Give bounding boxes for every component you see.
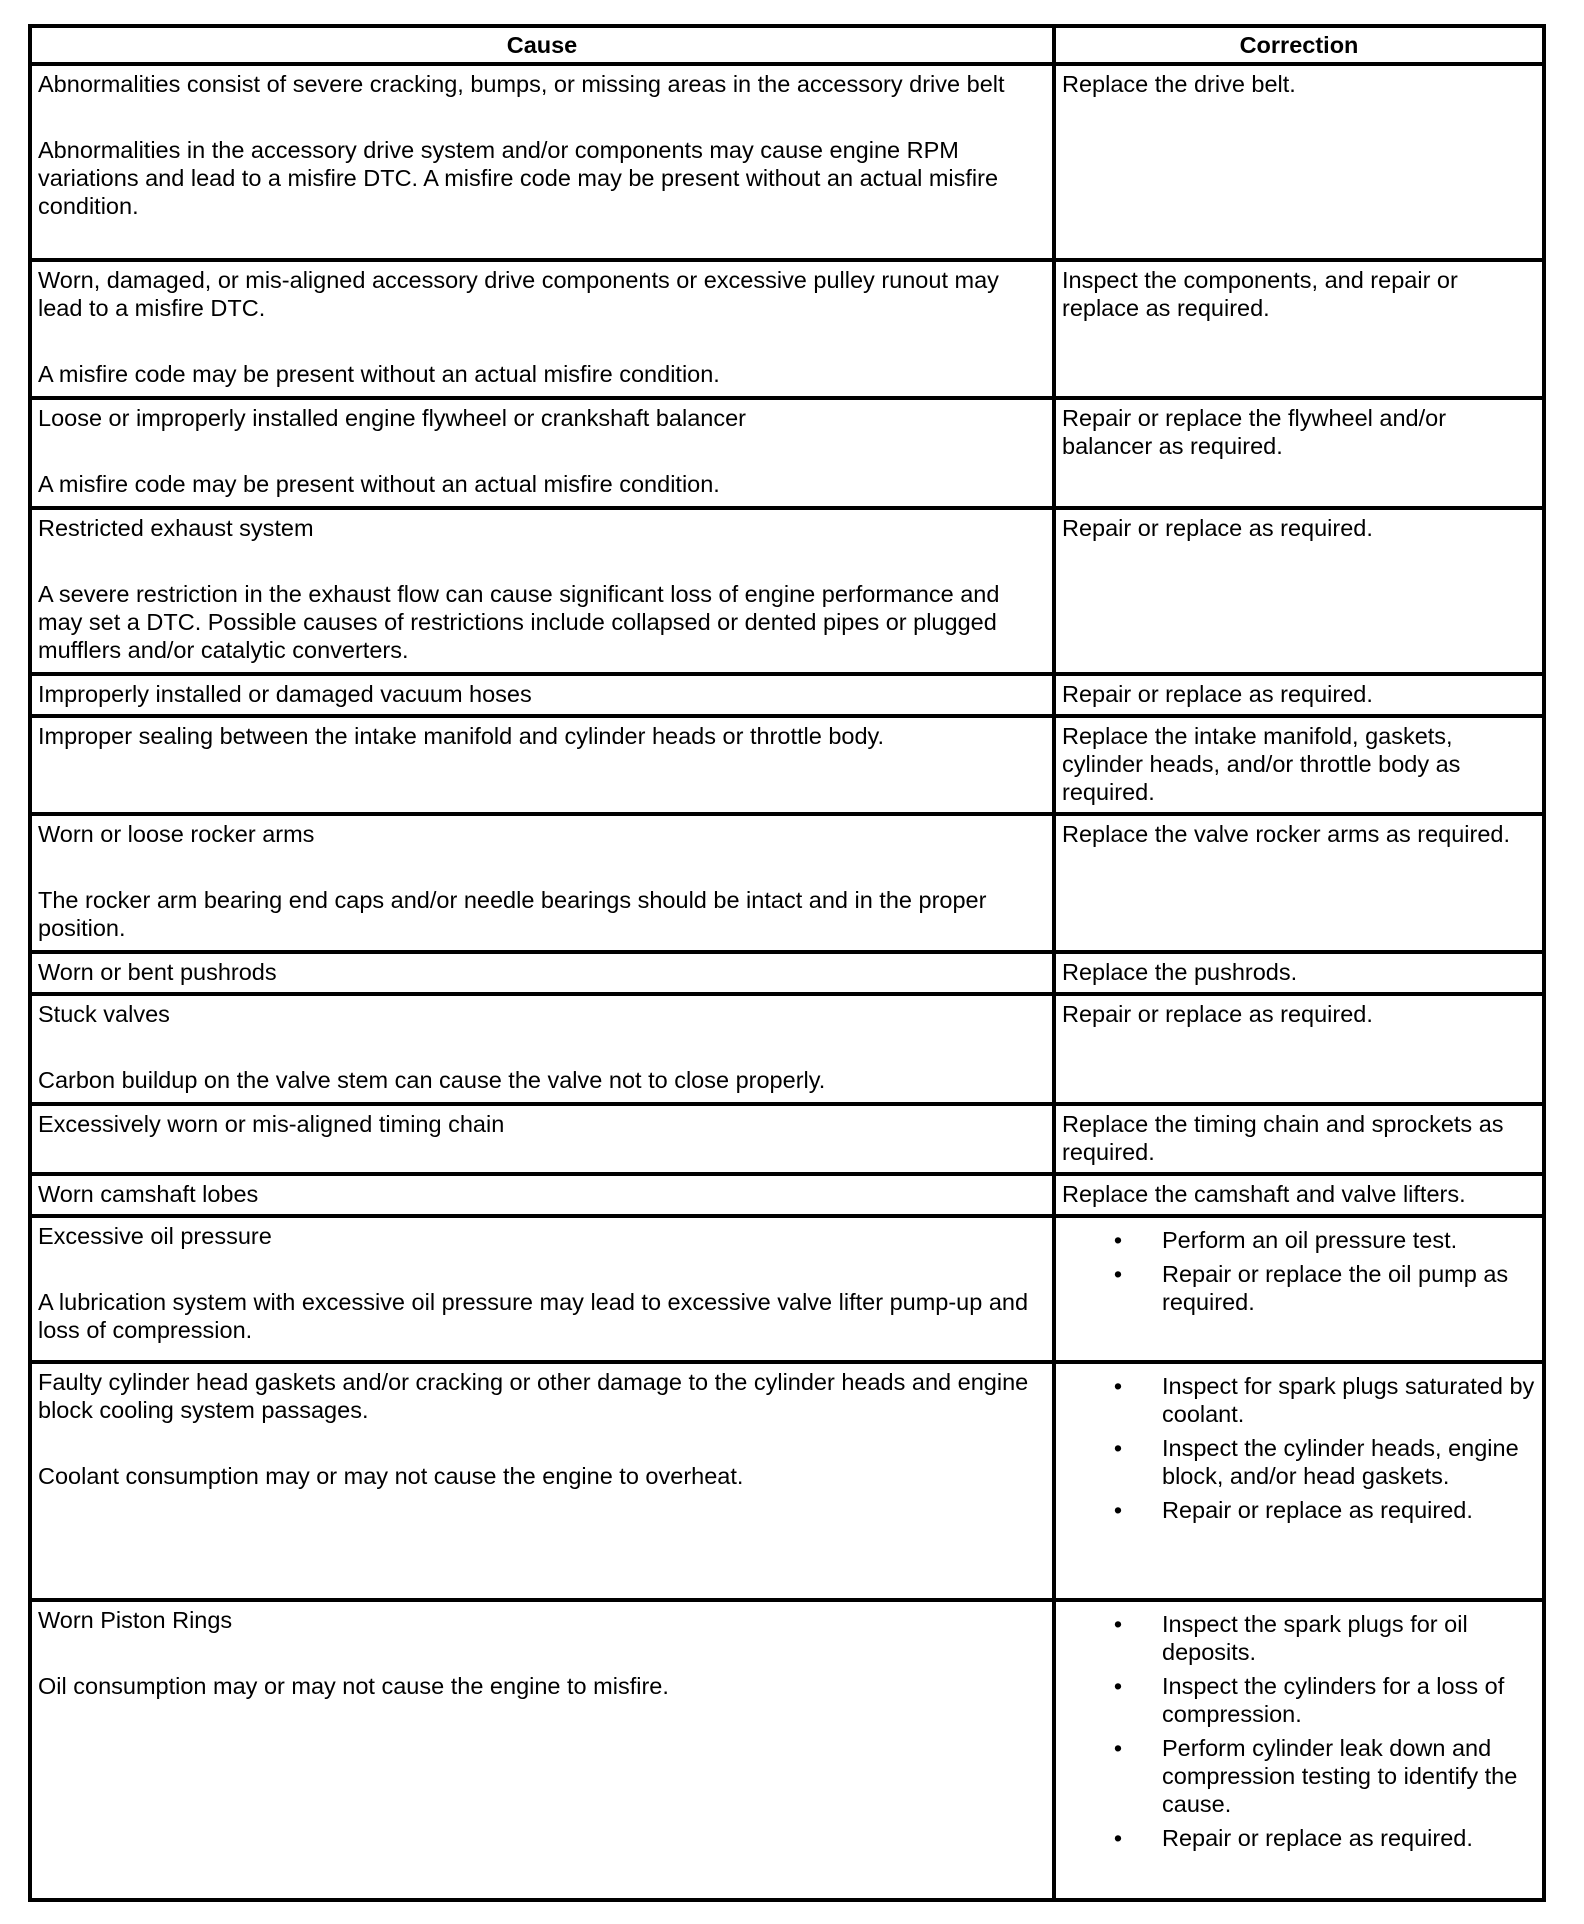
list-item	[1113, 1434, 1536, 1490]
cause-cell	[30, 814, 1054, 952]
correction-cell	[1054, 260, 1544, 398]
correction-text: Inspect the components, and repair or replace as required.	[1062, 267, 1458, 321]
correction-cell	[1054, 814, 1544, 952]
correction-cell	[1054, 1104, 1544, 1174]
bullet-icon: •	[1113, 1227, 1123, 1253]
list-item-text: Repair or replace the oil pump as required.	[1162, 1261, 1509, 1315]
correction-cell	[1054, 1216, 1544, 1362]
table-row	[30, 1174, 1544, 1216]
diagnostic-document	[28, 24, 1542, 1902]
table-row	[30, 1600, 1544, 1900]
bullet-icon: •	[1113, 1497, 1123, 1523]
cause-text: Restricted exhaust system	[38, 515, 314, 541]
cause-note: Carbon buildup on the valve stem can cause the valve not to close properly.	[38, 1067, 826, 1093]
correction-list	[1062, 1226, 1536, 1316]
correction-cell	[1054, 1174, 1544, 1216]
header-cause: Cause	[30, 26, 1054, 64]
cause-cell	[30, 674, 1054, 716]
cause-cell	[30, 1174, 1054, 1216]
cause-text: Improper sealing between the intake manifold and cylinder heads or throttle body.	[38, 723, 885, 749]
table-row	[30, 994, 1544, 1104]
list-item-text: Repair or replace as required.	[1162, 1497, 1473, 1523]
cause-note: A misfire code may be present without an actual misfire condition.	[38, 361, 720, 387]
table-row	[30, 64, 1544, 260]
cause-cell	[30, 260, 1054, 398]
list-item	[1113, 1496, 1536, 1524]
correction-list	[1062, 1610, 1536, 1852]
list-item	[1113, 1824, 1536, 1852]
cause-text: Stuck valves	[38, 1001, 170, 1027]
cause-note: A misfire code may be present without an actual misfire condition.	[38, 471, 720, 497]
table-row	[30, 1104, 1544, 1174]
correction-text: Replace the timing chain and sprockets as required.	[1062, 1111, 1504, 1165]
table-row	[30, 398, 1544, 508]
list-item-text: Inspect the cylinders for a loss of compression.	[1162, 1673, 1505, 1727]
bullet-icon: •	[1113, 1261, 1123, 1287]
list-item	[1113, 1260, 1536, 1316]
correction-text: Replace the pushrods.	[1062, 959, 1298, 985]
correction-text: Repair or replace as required.	[1062, 1001, 1373, 1027]
table-row	[30, 674, 1544, 716]
list-item-text: Repair or replace as required.	[1162, 1825, 1473, 1851]
table-row	[30, 814, 1544, 952]
cause-cell	[30, 1600, 1054, 1900]
correction-text: Replace the drive belt.	[1062, 71, 1296, 97]
cause-text: Faulty cylinder head gaskets and/or cracking or other damage to the cylinder heads and engine block cooling system passages.	[38, 1369, 1029, 1423]
list-item	[1113, 1226, 1536, 1254]
correction-cell	[1054, 952, 1544, 994]
correction-text: Repair or replace the flywheel and/or balancer as required.	[1062, 405, 1447, 459]
cause-cell	[30, 1216, 1054, 1362]
cause-text: Worn or bent pushrods	[38, 959, 277, 985]
bullet-icon: •	[1113, 1611, 1123, 1637]
cause-note: A lubrication system with excessive oil pressure may lead to excessive valve lifter pump-up and loss of compression.	[38, 1289, 1029, 1343]
correction-cell	[1054, 64, 1544, 260]
list-item-text: Inspect for spark plugs saturated by coolant.	[1162, 1373, 1535, 1427]
bullet-icon: •	[1113, 1825, 1123, 1851]
cause-note: Coolant consumption may or may not cause the engine to overheat.	[38, 1463, 744, 1489]
cause-text: Worn or loose rocker arms	[38, 821, 315, 847]
list-item	[1113, 1610, 1536, 1666]
cause-note: Abnormalities in the accessory drive system and/or components may cause engine RPM variations and lead to a misfire DTC. A misfire code may be present without an actual misfire condition.	[38, 137, 999, 219]
cause-text: Abnormalities consist of severe cracking, bumps, or missing areas in the accessory drive belt	[38, 71, 1005, 97]
table-row	[30, 1362, 1544, 1600]
cause-text: Worn camshaft lobes	[38, 1181, 259, 1207]
cause-cell	[30, 952, 1054, 994]
list-item	[1113, 1672, 1536, 1728]
table-row	[30, 508, 1544, 674]
correction-cell	[1054, 674, 1544, 716]
correction-cell	[1054, 716, 1544, 814]
cause-cell	[30, 994, 1054, 1104]
list-item-text: Perform cylinder leak down and compression testing to identify the cause.	[1162, 1735, 1518, 1817]
cause-text: Worn, damaged, or mis-aligned accessory drive components or excessive pulley runout may lead to a misfire DTC.	[38, 267, 999, 321]
table-row	[30, 952, 1544, 994]
cause-text: Worn Piston Rings	[38, 1607, 233, 1633]
list-item-text: Inspect the spark plugs for oil deposits.	[1162, 1611, 1468, 1665]
cause-correction-table	[28, 24, 1546, 1902]
table-row	[30, 716, 1544, 814]
table-row	[30, 1216, 1544, 1362]
bullet-icon: •	[1113, 1435, 1123, 1461]
correction-text: Repair or replace as required.	[1062, 515, 1373, 541]
cause-cell	[30, 716, 1054, 814]
correction-text: Replace the camshaft and valve lifters.	[1062, 1181, 1466, 1207]
list-item	[1113, 1734, 1536, 1818]
list-item-text: Inspect the cylinder heads, engine block, and/or head gaskets.	[1162, 1435, 1519, 1489]
correction-cell	[1054, 398, 1544, 508]
correction-text: Replace the intake manifold, gaskets, cylinder heads, and/or throttle body as required.	[1062, 723, 1461, 805]
cause-text: Excessively worn or mis-aligned timing chain	[38, 1111, 505, 1137]
cause-cell	[30, 64, 1054, 260]
cause-text: Improperly installed or damaged vacuum hoses	[38, 681, 532, 707]
table-header-row	[30, 26, 1544, 64]
cause-text: Excessive oil pressure	[38, 1223, 272, 1249]
correction-cell	[1054, 1600, 1544, 1900]
cause-cell	[30, 398, 1054, 508]
cause-note: A severe restriction in the exhaust flow can cause significant loss of engine performance and may set a DTC. Possible causes of restrictions include collapsed or dented pipes or plugged mufflers and/or catalytic converters.	[38, 581, 1000, 663]
cause-note: Oil consumption may or may not cause the engine to misfire.	[38, 1673, 669, 1699]
list-item-text: Perform an oil pressure test.	[1162, 1227, 1458, 1253]
bullet-icon: •	[1113, 1673, 1123, 1699]
bullet-icon: •	[1113, 1373, 1123, 1399]
table-row	[30, 260, 1544, 398]
header-correction: Correction	[1054, 26, 1544, 64]
correction-list	[1062, 1372, 1536, 1524]
correction-cell	[1054, 994, 1544, 1104]
table-body	[30, 64, 1544, 1900]
correction-text: Replace the valve rocker arms as required.	[1062, 821, 1511, 847]
cause-note: The rocker arm bearing end caps and/or needle bearings should be intact and in the proper position.	[38, 887, 987, 941]
cause-cell	[30, 1104, 1054, 1174]
cause-cell	[30, 1362, 1054, 1600]
cause-text: Loose or improperly installed engine flywheel or crankshaft balancer	[38, 405, 746, 431]
list-item	[1113, 1372, 1536, 1428]
correction-cell	[1054, 508, 1544, 674]
correction-text: Repair or replace as required.	[1062, 681, 1373, 707]
bullet-icon: •	[1113, 1735, 1123, 1761]
cause-cell	[30, 508, 1054, 674]
correction-cell	[1054, 1362, 1544, 1600]
